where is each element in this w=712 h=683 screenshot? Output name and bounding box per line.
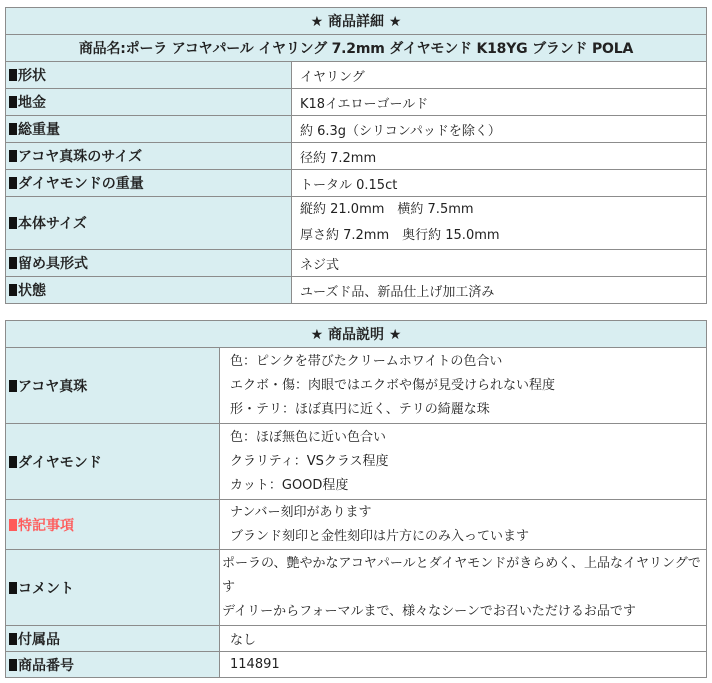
value-pearl-size: 径約 7.2mm [292,143,707,170]
label-product-number: 商品番号 [6,652,220,678]
label-akoya-pearl: アコヤ真珠 [6,348,220,424]
bullet-square-icon [9,633,17,645]
bullet-square-icon [9,456,17,468]
value-diamond [220,424,707,500]
diamond-desc-line: 色：ほぼ無色に近い色合い [230,429,387,445]
value-comment [220,550,707,626]
label-accessories: 付属品 [6,626,220,652]
label-comment: コメント [6,550,220,626]
label-condition: 状態 [6,277,292,304]
label-pearl-size: アコヤ真珠のサイズ [6,143,292,170]
value-shape: イヤリング [292,62,707,89]
pearl-desc-line: 色：ピンクを帯びたクリームホワイトの色合い [230,353,503,369]
pearl-desc-line: エクボ・傷：肉眼ではエクボや傷が見受けられない程度 [230,377,556,393]
diamond-desc-line: クラリティ：VSクラス程度 [230,453,389,469]
label-clasp-type: 留め具形式 [6,250,292,277]
bullet-square-icon [9,69,17,81]
details-header: ★ 商品詳細 ★ [6,8,707,35]
product-description-table [5,320,707,678]
label-metal: 地金 [6,89,292,116]
label-diamond: ダイヤモンド [6,424,220,500]
bullet-square-icon [9,582,17,594]
value-accessories: なし [220,626,707,652]
label-shape: 形状 [6,62,292,89]
comment-paragraph: ポーラの、艶やかなアコヤパールとダイヤモンドがきらめく、上品なイヤリングです [222,555,701,595]
label-total-weight: 総重量 [6,116,292,143]
bullet-square-icon [9,380,17,392]
value-condition: ユーズド品、新品仕上げ加工済み [292,277,707,304]
body-size-line: 厚さ約 7.2mm 奥行約 15.0mm [300,228,500,243]
bullet-square-icon [9,177,17,189]
label-special-notes: 特記事項 [6,500,220,550]
bullet-square-icon [9,519,17,531]
value-diamond-weight: トータル 0.15ct [292,170,707,197]
label-body-size: 本体サイズ [6,197,292,250]
bullet-square-icon [9,123,17,135]
value-total-weight: 約 6.3g（シリコンパッドを除く） [292,116,707,143]
value-metal: K18イエローゴールド [292,89,707,116]
value-body-size [292,197,707,250]
value-special-notes [220,500,707,550]
product-name: 商品名:ポーラ アコヤパール イヤリング 7.2mm ダイヤモンド K18YG ブランド POLA [6,35,707,62]
description-header: ★ 商品説明 ★ [6,321,707,348]
notes-line: ナンバー刻印があります [230,504,372,520]
product-details-table [5,7,707,304]
value-clasp-type: ネジ式 [292,250,707,277]
bullet-square-icon [9,150,17,162]
comment-paragraph: デイリーからフォーマルまで、様々なシーンでお召いただけるお品です [222,603,636,619]
body-size-line: 縦約 21.0mm 横約 7.5mm [300,202,474,217]
value-product-number: 114891 [220,652,707,678]
label-diamond-weight: ダイヤモンドの重量 [6,170,292,197]
diamond-desc-line: カット：GOOD程度 [230,477,349,493]
bullet-square-icon [9,284,17,296]
bullet-square-icon [9,659,17,671]
value-akoya-pearl [220,348,707,424]
pearl-desc-line: 形・テリ：ほぼ真円に近く、テリの綺麗な珠 [230,401,490,417]
bullet-square-icon [9,257,17,269]
bullet-square-icon [9,217,17,229]
bullet-square-icon [9,96,17,108]
notes-line: ブランド刻印と金性刻印は片方にのみ入っています [230,528,530,544]
